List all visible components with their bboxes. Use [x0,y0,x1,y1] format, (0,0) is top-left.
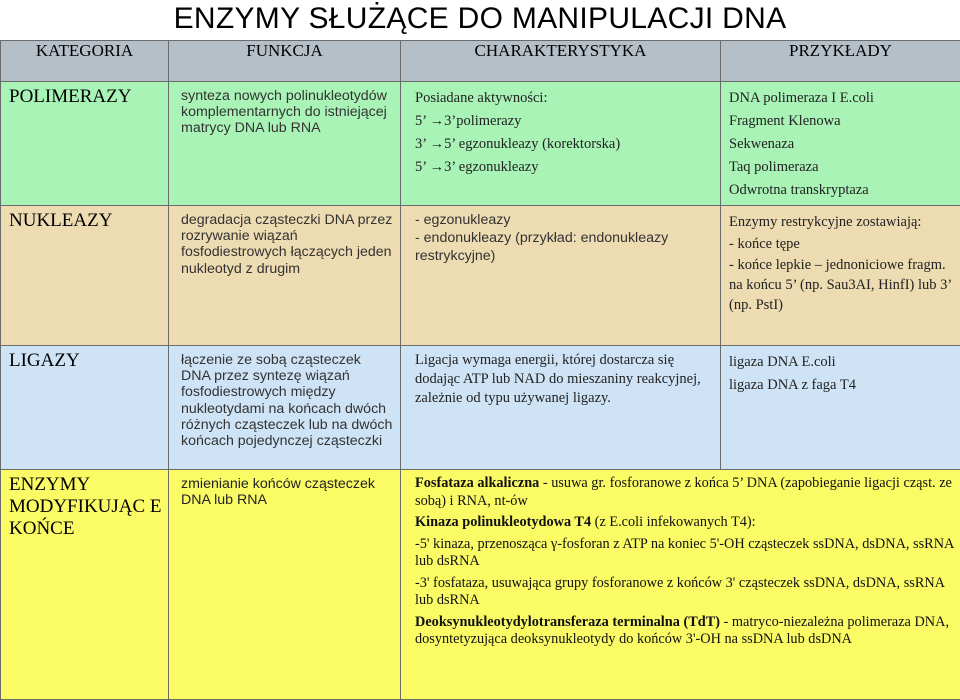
enzyme-name: Deoksynukleotydylotransferaza terminalna (TdT) [415,614,720,630]
category-cell: ENZYMY MODYFIKUJĄC E KOŃCE [1,470,169,700]
example-line: Taq polimeraza [729,156,954,179]
function-cell: synteza nowych polinukleotydów komplementarnych do istniejącej matrycy DNA lub RNA [169,82,401,206]
enzyme-name: Fosfataza alkaliczna [415,475,539,491]
enzyme-name: Kinaza polinukleotydowa T4 [415,514,591,530]
header-category: KATEGORIA [1,41,169,82]
category-cell: NUKLEAZY [1,206,169,346]
char-line: Posiadane aktywności: [415,87,714,110]
row-enzymy-modyfikujace [1,470,960,700]
examples-cell [721,82,960,206]
row-ligazy [1,346,960,470]
characteristics-cell: Ligacja wymaga energii, której dostarcza się dodając ATP lub NAD do mieszaniny reakcyjnej, zależnie od typu używanej ligazy. [401,346,721,470]
example-line: - końce tępe [729,233,954,255]
example-line: ligaza DNA z faga T4 [729,374,954,397]
char-line: - egzonukleazy [415,211,714,229]
example-line: Enzymy restrykcyjne zostawiają: [729,211,954,233]
char-line: 5’ →3’polimerazy [415,110,714,133]
detail-paragraph: Kinaza polinukleotydowa T4 (z E.coli infekowanych T4): [415,514,954,532]
example-line: Fragment Klenowa [729,110,954,133]
char-line: - endonukleazy (przykład: endonukleazy restrykcyjne) [415,229,714,265]
function-cell: łączenie ze sobą cząsteczek DNA przez syntezę wiązań fosfodiestrowych między nukleotydami na końcach dwóch różnych cząsteczek lub na dwóch końcach pojedynczej cząsteczki [169,346,401,470]
char-line: 3’ →5’ egzonukleazy (korektorska) [415,133,714,156]
detail-paragraph: Deoksynukleotydylotransferaza terminalna (TdT) - matryco-niezależna polimeraza DNA, dosyntetyzująca deoksynukleotydy do końców 3'-OH na ssDNA lub dsDNA [415,614,954,649]
detail-paragraph: Fosfataza alkaliczna - usuwa gr. fosforanowe z końca 5’ DNA (zapobieganie ligacji cząst. ze sobą) i RNA, nt-ów [415,475,954,510]
examples-cell [721,346,960,470]
characteristics-cell [401,82,721,206]
examples-cell [721,206,960,346]
example-line: ligaza DNA E.coli [729,351,954,374]
category-cell: POLIMERAZY [1,82,169,206]
header-function: FUNKCJA [169,41,401,82]
details-cell [401,470,960,700]
page-title: ENZYMY SŁUŻĄCE DO MANIPULACJI DNA [0,0,960,40]
detail-paragraph: -5' kinaza, przenosząca γ-fosforan z ATP na koniec 5'-OH cząsteczek ssDNA, dsDNA, ssRNA lub dsRNA [415,536,954,571]
row-polimerazy [1,82,960,206]
function-cell: degradacja cząsteczki DNA przez rozrywanie wiązań fosfodiestrowych łączących jeden nukleotyd z drugim [169,206,401,346]
enzyme-table [0,40,960,700]
detail-paragraph: -3' fosfataza, usuwająca grupy fosforanowe z końców 3' cząsteczek ssDNA, dsDNA, ssRNA lub dsRNA [415,575,954,610]
header-characteristics: CHARAKTERYSTYKA [401,41,721,82]
example-line: Odwrotna transkryptaza [729,179,954,202]
header-examples: PRZYKŁADY [721,41,960,82]
example-line: DNA polimeraza I E.coli [729,87,954,110]
example-line: - końce lepkie – jednoniciowe fragm. na końcu 5’ (np. Sau3AI, HinfI) lub 3’ (np. PstI) [729,255,954,315]
char-line: 5’ →3’ egzonukleazy [415,156,714,179]
row-nukleazy [1,206,960,346]
category-cell: LIGAZY [1,346,169,470]
example-line: Sekwenaza [729,133,954,156]
function-cell: zmienianie końców cząsteczek DNA lub RNA [169,470,401,700]
header-row [1,41,960,82]
characteristics-cell [401,206,721,346]
